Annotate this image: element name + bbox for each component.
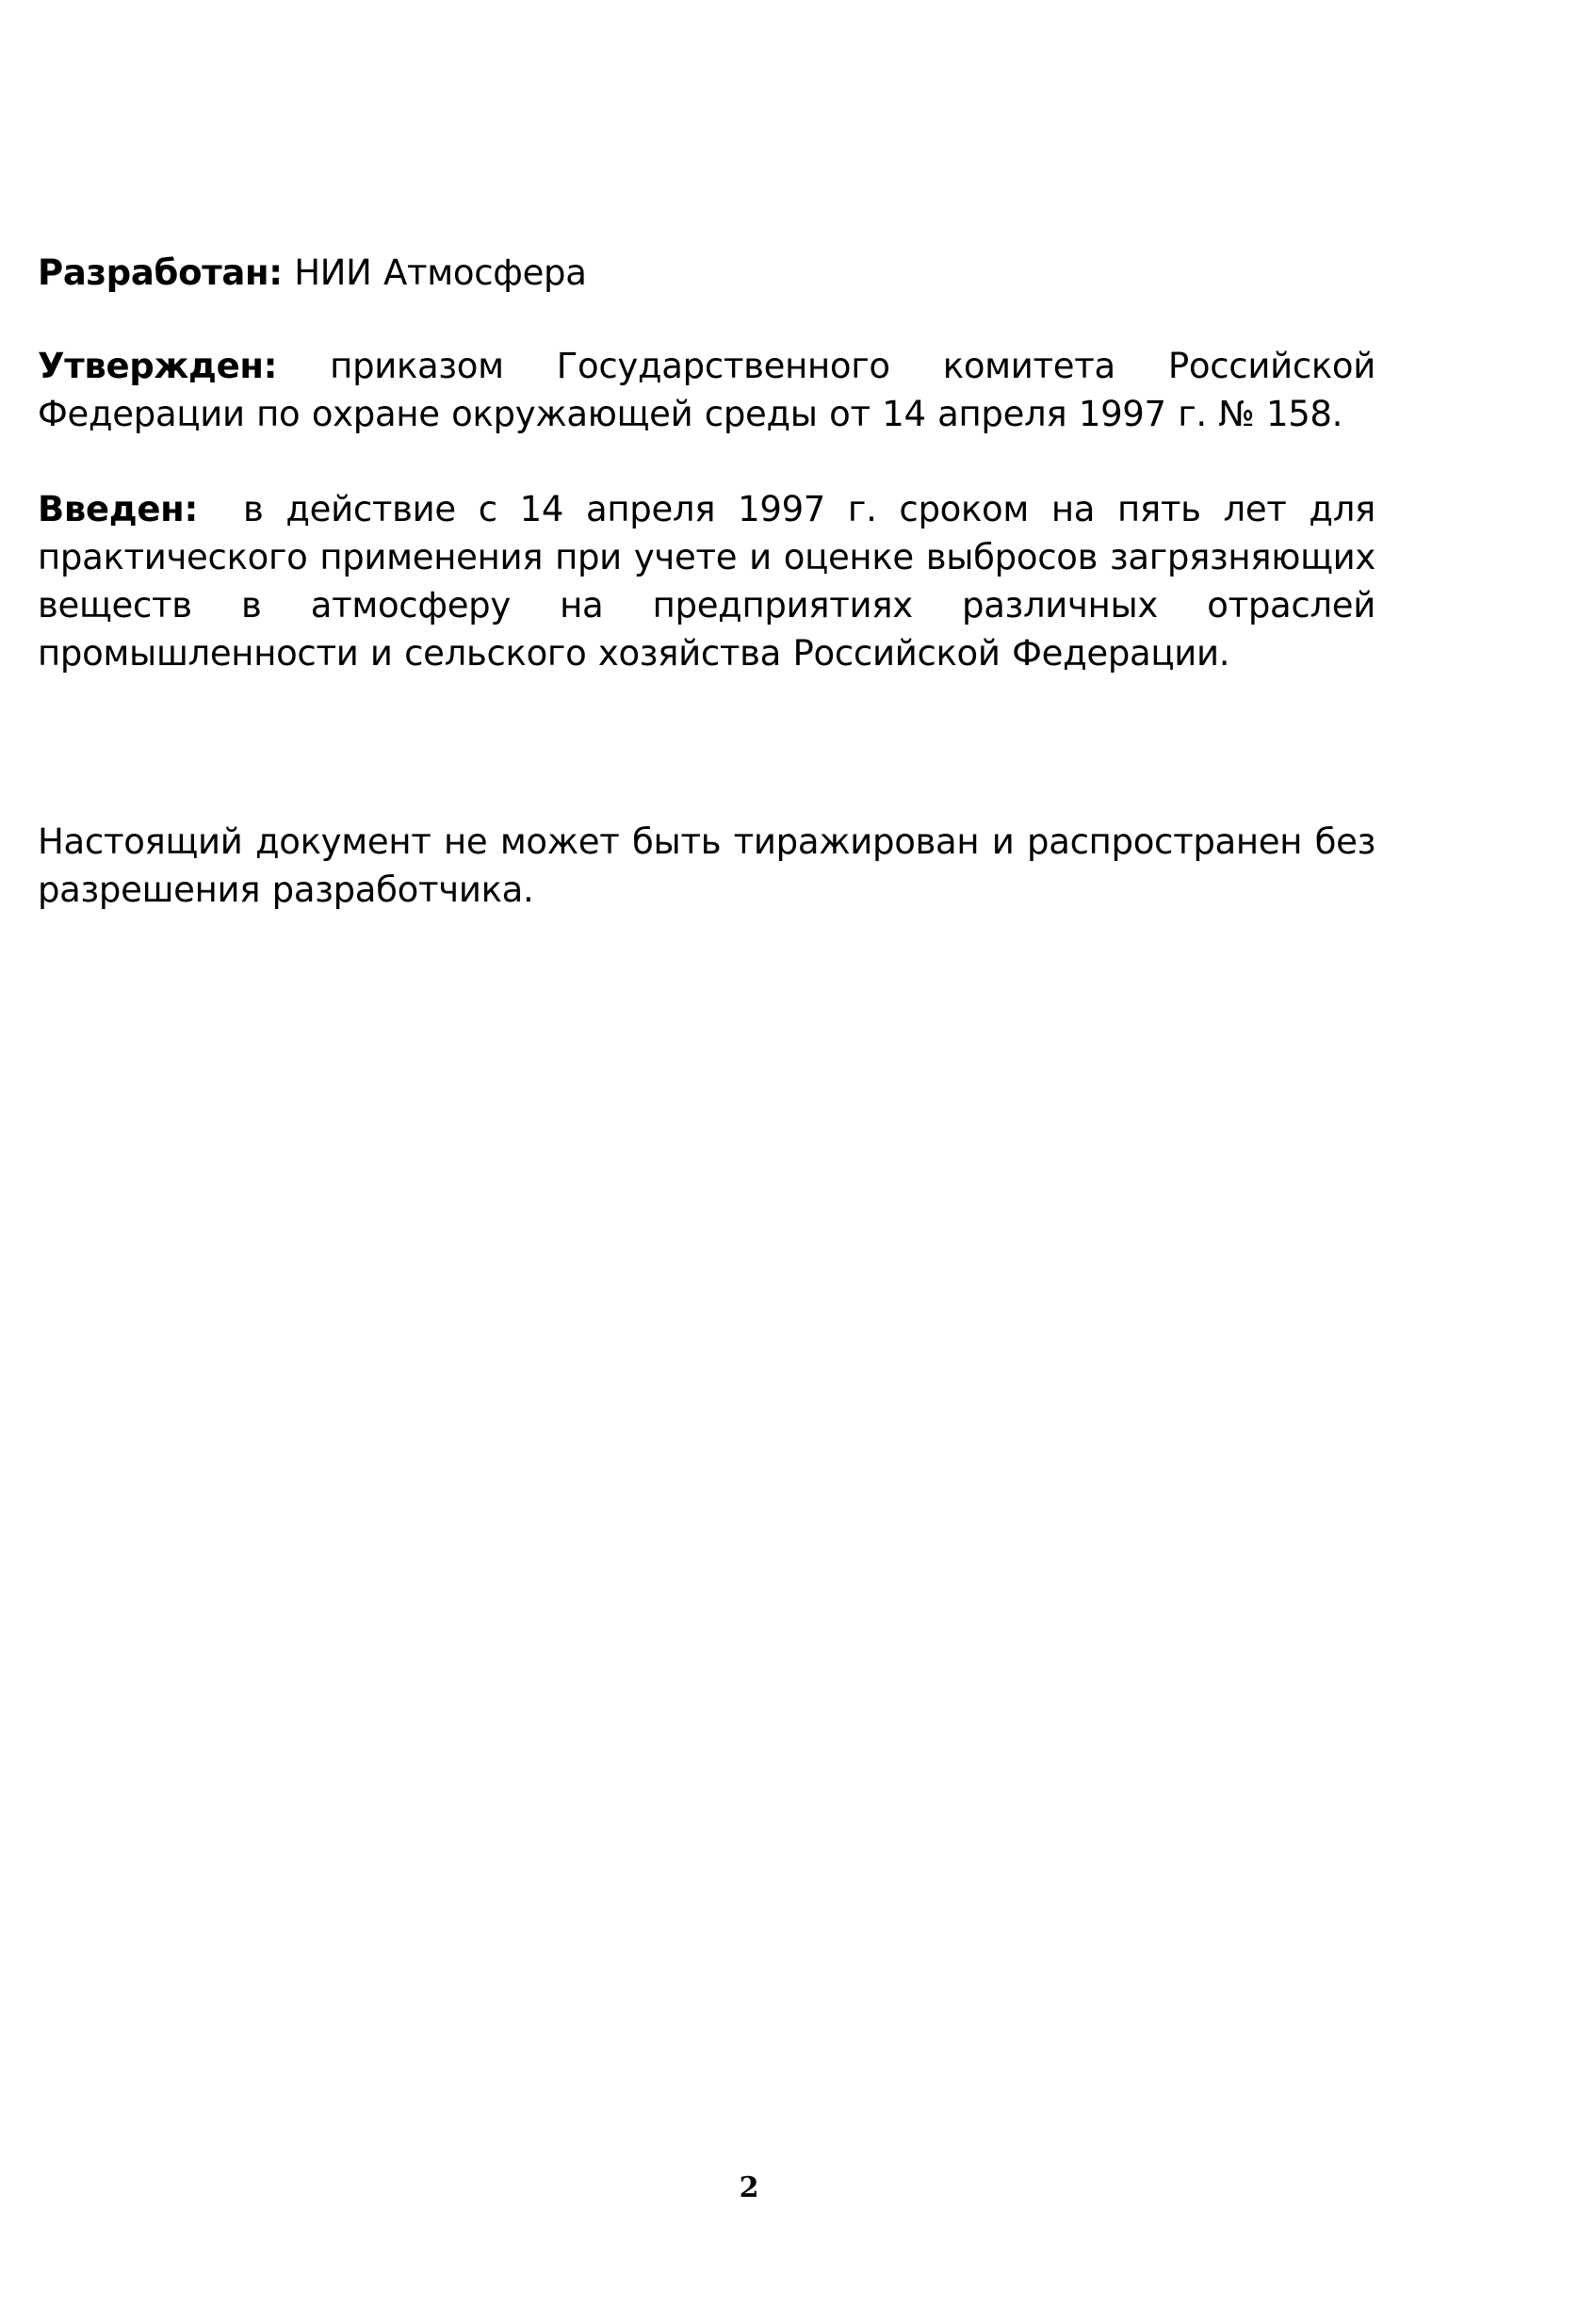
developed-by-term: Разработан: <box>38 252 283 293</box>
approved-by-term: Утвержден: <box>38 346 278 386</box>
page-number: 2 <box>739 2171 759 2204</box>
developed-by-text: НИИ Атмосфера <box>294 252 587 293</box>
approved-by-paragraph <box>38 342 1375 438</box>
developed-by-paragraph <box>38 249 1375 297</box>
introduced-paragraph <box>38 485 1375 677</box>
introduced-term: Введен: <box>38 489 198 529</box>
approved-by-text: приказом Государственного комитета Российской Федерации по охране окружающей среды от 14 апреля 1997 г. № 158. <box>38 346 1375 434</box>
copyright-notice: Настоящий документ не может быть тиражирован и распространен без разрешения разработчика. <box>38 821 1375 910</box>
introduced-text: в действие с 14 апреля 1997 г. сроком на пять лет для практического применения при учете и оценке выбросов загрязняющих веществ в атмосферу на предприятиях различных отраслей промышленности и сельского хозяйства Российской Федерации. <box>38 489 1375 674</box>
